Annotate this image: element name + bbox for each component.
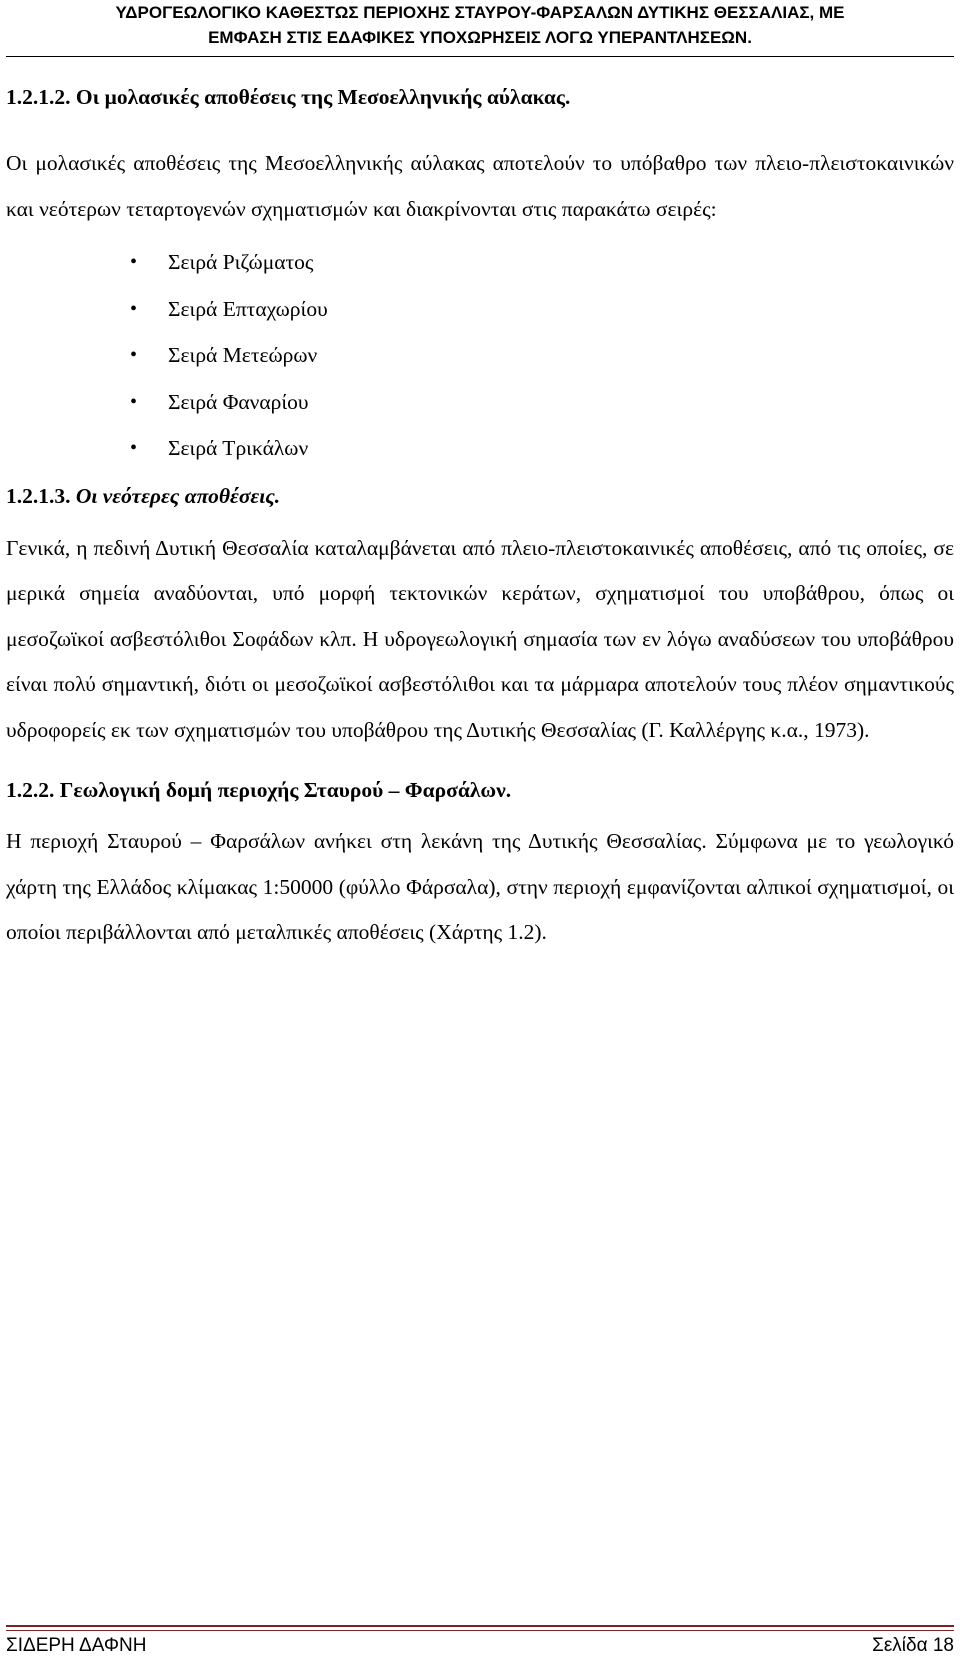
- footer-divider-thick: [6, 1625, 954, 1627]
- footer-page-number: Σελίδα 18: [872, 1635, 954, 1656]
- series-item-label: Σειρά Ριζώματος: [168, 250, 314, 274]
- section-heading-1-2-2: 1.2.2. Γεωλογική δομή περιοχής Σταυρού – Φαρσάλων.: [6, 778, 512, 802]
- series-item-label: Σειρά Τρικάλων: [168, 436, 309, 460]
- series-list: [6, 239, 954, 472]
- section-heading-1-2-1-2: [6, 82, 954, 112]
- bullet-icon: •: [130, 437, 138, 459]
- list-item: [6, 332, 954, 379]
- header-divider: [6, 56, 954, 57]
- section-heading-1-2-1-3: [6, 481, 954, 511]
- footer-author: ΣΙΔΕΡΗ ΔΑΦΝΗ: [6, 1635, 147, 1656]
- paragraph-geological-structure: Η περιοχή Σταυρού – Φαρσάλων ανήκει στη λεκάνη της Δυτικής Θεσσαλίας. Σύμφωνα με το γεωλογικό χάρτη της Ελλάδος κλίμακας 1:50000 (φύλλο Φάρσαλα), στην περιοχή εμφανίζονται αλπικοί σχηματισμοί, οι οποίοι περιβάλλονται από μεταλπικές αποθέσεις (Χάρτης 1.2).: [6, 829, 954, 944]
- list-item: [6, 239, 954, 286]
- series-item-label: Σειρά Επταχωρίου: [168, 296, 328, 321]
- running-header: [0, 0, 960, 50]
- series-item-label: Σειρά Φαναρίου: [168, 389, 309, 414]
- running-header-line-2: ΕΜΦΑΣΗ ΣΤΙΣ ΕΔΑΦΙΚΕΣ ΥΠΟΧΩΡΗΣΕΙΣ ΛΟΓΩ ΥΠΕΡΑΝΤΛΗΣΕΩΝ.: [208, 28, 752, 47]
- paragraph-molassic: Οι μολασικές αποθέσεις της Μεσοελληνικής αύλακας αποτελούν το υπόβαθρο των πλειο-πλειστοκαινικών και νεότερων τεταρτογενών σχηματισμών και διακρίνονται στις παρακάτω σειρές:: [6, 151, 954, 221]
- document-body: [6, 82, 954, 956]
- bullet-icon: •: [130, 390, 138, 413]
- section-title: Οι νεότερες αποθέσεις.: [75, 483, 281, 508]
- running-header-line-1: ΥΔΡΟΓΕΩΛΟΓΙΚΟ ΚΑΘΕΣΤΩΣ ΠΕΡΙΟΧΗΣ ΣΤΑΥΡΟΥ-ΦΑΡΣΑΛΩΝ ΔΥΤΙΚΗΣ ΘΕΣΣΑΛΙΑΣ, ΜΕ: [115, 3, 845, 22]
- list-item: [6, 425, 954, 472]
- bullet-icon: •: [130, 344, 138, 366]
- paragraph-recent-deposits: Γενικά, η πεδινή Δυτική Θεσσαλία καταλαμβάνεται από πλειο-πλειστοκαινικές αποθέσεις, από τις οποίες, σε μερικά σημεία αναδύονται, υπό μορφή τεκτονικών κεράτων, σχηματισμοί του υποβάθρου, όπως οι μεσοζωϊκοί ασβεστόλιθοι Σοφάδων κλπ. Η υδρογεωλογική σημασία των εν λόγω αναδύσεων του υποβάθρου είναι πολύ σημαντική, διότι οι μεσοζωϊκοί ασβεστόλιθοι και τα μάρμαρα αποτελούν τους πλέον σημαντικούς υδροφορείς εκ των σχηματισμών του υποβάθρου της Δυτικής Θεσσαλίας (Γ. Καλλέργης κ.α., 1973).: [6, 535, 954, 742]
- section-number: 1.2.1.2.: [6, 85, 71, 109]
- bullet-icon: •: [130, 251, 138, 273]
- footer-divider-thin: [6, 1630, 954, 1631]
- list-item: [6, 379, 954, 426]
- series-item-label: Σειρά Μετεώρων: [168, 343, 318, 367]
- section-title: Οι μολασικές αποθέσεις της Μεσοελληνικής αύλακας.: [75, 85, 571, 109]
- list-item: [6, 286, 954, 333]
- section-number: 1.2.1.3.: [6, 483, 71, 508]
- bullet-icon: •: [130, 297, 138, 320]
